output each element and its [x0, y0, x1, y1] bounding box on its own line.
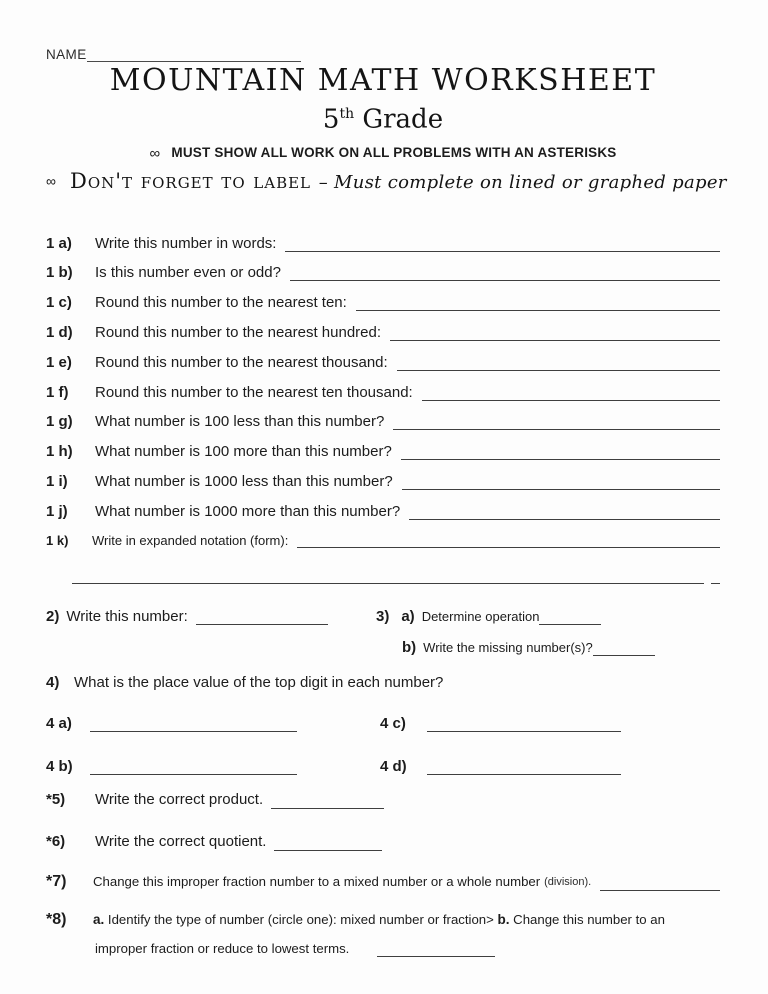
question-row-1j: [46, 503, 720, 520]
question-text: Write this number in words:: [95, 234, 277, 252]
line-tail-dash: [711, 578, 720, 584]
question-label: 1 e): [46, 353, 72, 371]
question-text: Change this improper fraction number to a mixed number or a whole number: [93, 873, 541, 889]
infinity-bullet-icon: ∞: [46, 172, 56, 189]
instruction-line-2: [46, 168, 727, 196]
sub-label-b: b.: [497, 911, 510, 927]
question-text-a: Identify the type of number (circle one): mixed number or fraction>: [104, 911, 498, 927]
question-6: [46, 833, 720, 851]
question-text: Write the missing number(s)?: [423, 639, 593, 655]
question-row-1g: [46, 413, 720, 430]
question-text: What number is 100 less than this number?: [95, 413, 385, 431]
question-label: 4): [46, 673, 60, 691]
question-4-row-ac: [46, 715, 720, 732]
answer-blank-line: [539, 611, 601, 625]
question-text: What number is 1000 less than this number?: [95, 473, 393, 491]
question-row-1i: [46, 473, 720, 490]
answer-blank-line: [427, 718, 621, 732]
question-label: 3): [376, 607, 390, 625]
answer-blank-line: [274, 837, 382, 851]
question-row-1k: [46, 533, 720, 548]
answer-blank-line: [290, 267, 720, 281]
question-2: [46, 608, 376, 625]
section-2-3: [46, 608, 720, 625]
question-label: 4 d): [380, 757, 407, 775]
answer-blank-line: [409, 506, 720, 520]
question-row-1c: [46, 294, 720, 311]
question-text: Write this number:: [66, 607, 188, 625]
question-5: [46, 791, 720, 809]
question-label: *6): [46, 832, 66, 850]
question-8: [46, 911, 720, 929]
question-label: 1 b): [46, 264, 73, 282]
name-blank-line: [87, 49, 301, 62]
question-label: 1 d): [46, 324, 73, 342]
question-label: 1 f): [46, 383, 69, 401]
answer-blank-line: [401, 446, 720, 460]
page-title: MOUNTAIN MATH WORKSHEET: [109, 63, 657, 98]
question-text: Round this number to the nearest ten:: [95, 294, 347, 312]
question-1-list: [46, 235, 720, 548]
question-text-b: Change this number to an: [509, 911, 665, 927]
question-text: Round this number to the nearest hundred:: [95, 324, 382, 342]
answer-blank-line: [90, 718, 297, 732]
question-row-1a: [46, 235, 720, 252]
question-row-1f: [46, 384, 720, 401]
question-text: What number is 100 more than this number?: [95, 443, 392, 461]
continuation-line-row: [72, 578, 720, 584]
question-text: [93, 911, 665, 929]
question-sub-label: b): [402, 638, 417, 656]
instruction-2-rest: – Must complete on lined or graphed paper: [318, 171, 727, 193]
question-8-continued: [95, 940, 720, 957]
question-label: 1 g): [46, 413, 73, 431]
question-row-1b: [46, 264, 720, 281]
answer-blank-line: [600, 877, 720, 891]
question-row-1d: [46, 324, 720, 341]
grade-ordinal: th: [339, 106, 355, 122]
question-4-row-bd: [46, 758, 720, 775]
instruction-1-text: MUST SHOW ALL WORK ON ALL PROBLEMS WITH AN ASTERISKS: [171, 144, 617, 160]
grade-word: Grade: [354, 104, 444, 135]
question-text: Determine operation: [421, 608, 540, 624]
question-label: 1 c): [46, 294, 72, 312]
answer-blank-line: [397, 357, 720, 371]
question-text: Write the correct quotient.: [95, 832, 267, 850]
question-text: Write the correct product.: [95, 790, 264, 808]
question-sub-label: a): [401, 607, 415, 625]
question-label: 1 a): [46, 234, 72, 252]
question-label: 1 i): [46, 473, 68, 491]
answer-blank-line: [271, 795, 384, 809]
question-row-1h: [46, 443, 720, 460]
question-label: 1 h): [46, 443, 73, 461]
question-text: improper fraction or reduce to lowest terms.: [95, 940, 350, 956]
answer-blank-line: [196, 611, 328, 625]
question-label: 4 c): [380, 714, 406, 732]
question-label: 2): [46, 607, 60, 625]
answer-blank-line: [356, 297, 720, 311]
infinity-bullet-icon: ∞: [149, 144, 161, 162]
question-label: *7): [46, 872, 67, 890]
question-row-1e: [46, 354, 720, 371]
grade-number: 5: [322, 104, 340, 135]
question-text: Write in expanded notation (form):: [92, 532, 289, 548]
question-label: 4 b): [46, 757, 73, 775]
instruction-2-caps: Don't forget to label: [69, 168, 319, 193]
sub-label-a: a.: [93, 911, 105, 927]
answer-blank-line: [297, 534, 720, 548]
answer-blank-line: [285, 238, 720, 252]
question-label: *8): [46, 910, 67, 928]
question-4: [46, 674, 720, 691]
question-7: [46, 873, 720, 891]
answer-blank-line: [90, 761, 297, 775]
question-label: 4 a): [46, 714, 72, 732]
answer-blank-line: [377, 943, 495, 957]
name-row: [46, 46, 720, 62]
question-3a: [376, 608, 601, 625]
question-text: What is the place value of the top digit in each number?: [74, 673, 444, 691]
question-3b: [402, 639, 720, 656]
answer-blank-line: [427, 761, 621, 775]
answer-blank-line: [390, 327, 720, 341]
question-text: Round this number to the nearest ten thousand:: [95, 383, 413, 401]
question-label: 1 k): [46, 532, 69, 548]
instruction-line-1: [46, 145, 720, 161]
question-note: (division).: [544, 875, 592, 888]
question-label: 1 j): [46, 502, 68, 520]
grade-subtitle: [46, 98, 720, 136]
question-text: What number is 1000 more than this number?: [95, 502, 401, 520]
answer-blank-line: [393, 416, 720, 430]
name-label: NAME: [46, 47, 87, 62]
answer-blank-line: [593, 642, 655, 656]
question-label: *5): [46, 790, 66, 808]
answer-blank-line: [402, 476, 720, 490]
answer-blank-line: [72, 578, 704, 584]
question-text: Is this number even or odd?: [95, 264, 281, 282]
answer-blank-line: [422, 387, 720, 401]
question-text: Round this number to the nearest thousand:: [95, 353, 388, 371]
